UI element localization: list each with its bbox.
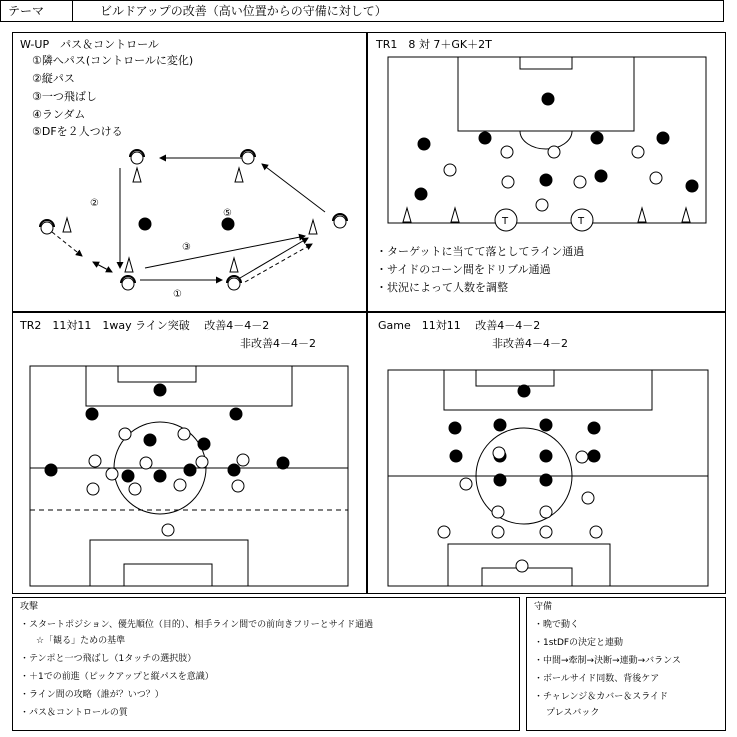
header-label: テーマ <box>8 4 45 18</box>
cone <box>309 220 317 234</box>
wup-arrow-right-up <box>262 164 325 212</box>
defense-line-4: ・ボールサイド同数、背後ケア <box>534 674 660 684</box>
defense-line-2: ・1stDFの決定と連動 <box>534 638 624 648</box>
tr1-players <box>415 93 698 211</box>
wup-label-1: ① <box>173 289 182 300</box>
game-title: Game 11対11 改善4－4－2 <box>378 319 541 332</box>
defense-line-6: プレスバック <box>546 708 600 718</box>
defense-line-3: ・中間→牽制→決断→連動→バランス <box>534 656 681 666</box>
wup-label-5: ⑤ <box>223 208 232 219</box>
tr1-title: TR1 8 対 7＋GK＋2T <box>376 38 492 51</box>
attack-line-6: ・パス＆コントロールの質 <box>20 708 128 718</box>
attack-title: 攻撃 <box>20 602 39 612</box>
wup-item-5: ⑤DFを２人つける <box>32 125 123 138</box>
cone <box>133 168 141 182</box>
cone <box>125 258 133 272</box>
wup-players <box>40 150 347 290</box>
wup-label-3: ③ <box>182 242 191 253</box>
cone <box>235 168 243 182</box>
wup-arrow-diagonal <box>145 236 305 268</box>
tr1-target-right: T <box>578 216 585 227</box>
tr1-target-left: T <box>502 216 509 227</box>
cone <box>230 258 238 272</box>
attack-line-3: ・テンポと一つ飛ばし（1タッチの選択肢） <box>20 654 197 664</box>
wup-item-1: ①隣へパス(コントロールに変化) <box>32 54 194 67</box>
attack-line-5: ・ライン間の攻略（誰が？いつ？） <box>20 690 164 700</box>
tr2-title: TR2 11対11 1way ライン突破 改善4－4－2 <box>20 319 270 332</box>
wup-item-4: ④ランダム <box>32 108 86 121</box>
wup-item-2: ②縦パス <box>32 72 75 85</box>
wup-arrow-bottom-right-dashed <box>245 244 312 282</box>
wup-title: W-UP パス＆コントロール <box>20 38 159 51</box>
tr1-bullet-2: ・サイドのコーン間をドリブル通過 <box>376 263 551 276</box>
wup-arrow-left-dashed <box>52 232 82 256</box>
tr1-bullet-1: ・ターゲットに当てて落としてライン通過 <box>376 245 585 258</box>
tr1-bullet-3: ・状況によって人数を調整 <box>376 281 508 294</box>
tr2-subtitle: 非改善4－4－2 <box>240 337 316 350</box>
wup-arrow-left-double <box>93 262 112 272</box>
wup-arrow-bottom-right <box>240 238 308 278</box>
defense-line-5: ・チャレンジ＆カバー＆スライド <box>534 692 669 702</box>
wup-item-3: ③一つ飛ばし <box>32 90 97 103</box>
attack-line-4: ・＋1での前進（ピックアップと縦パスを意識） <box>20 672 214 682</box>
wup-label-2: ② <box>90 198 99 209</box>
attack-line-2: ☆「観る」ための基準 <box>36 636 126 646</box>
defense-line-1: ・晩で動く <box>534 620 580 630</box>
header-title: ビルドアップの改善（高い位置からの守備に対して） <box>100 4 387 18</box>
cone <box>63 218 71 232</box>
defense-title: 守備 <box>534 602 553 612</box>
game-subtitle: 非改善4－4－2 <box>492 337 568 350</box>
wup-diagram <box>52 158 325 282</box>
attack-line-1: ・スタートポジション、優先順位（目的）、相手ライン間での前向きフリーとサイド通過 <box>20 620 374 630</box>
